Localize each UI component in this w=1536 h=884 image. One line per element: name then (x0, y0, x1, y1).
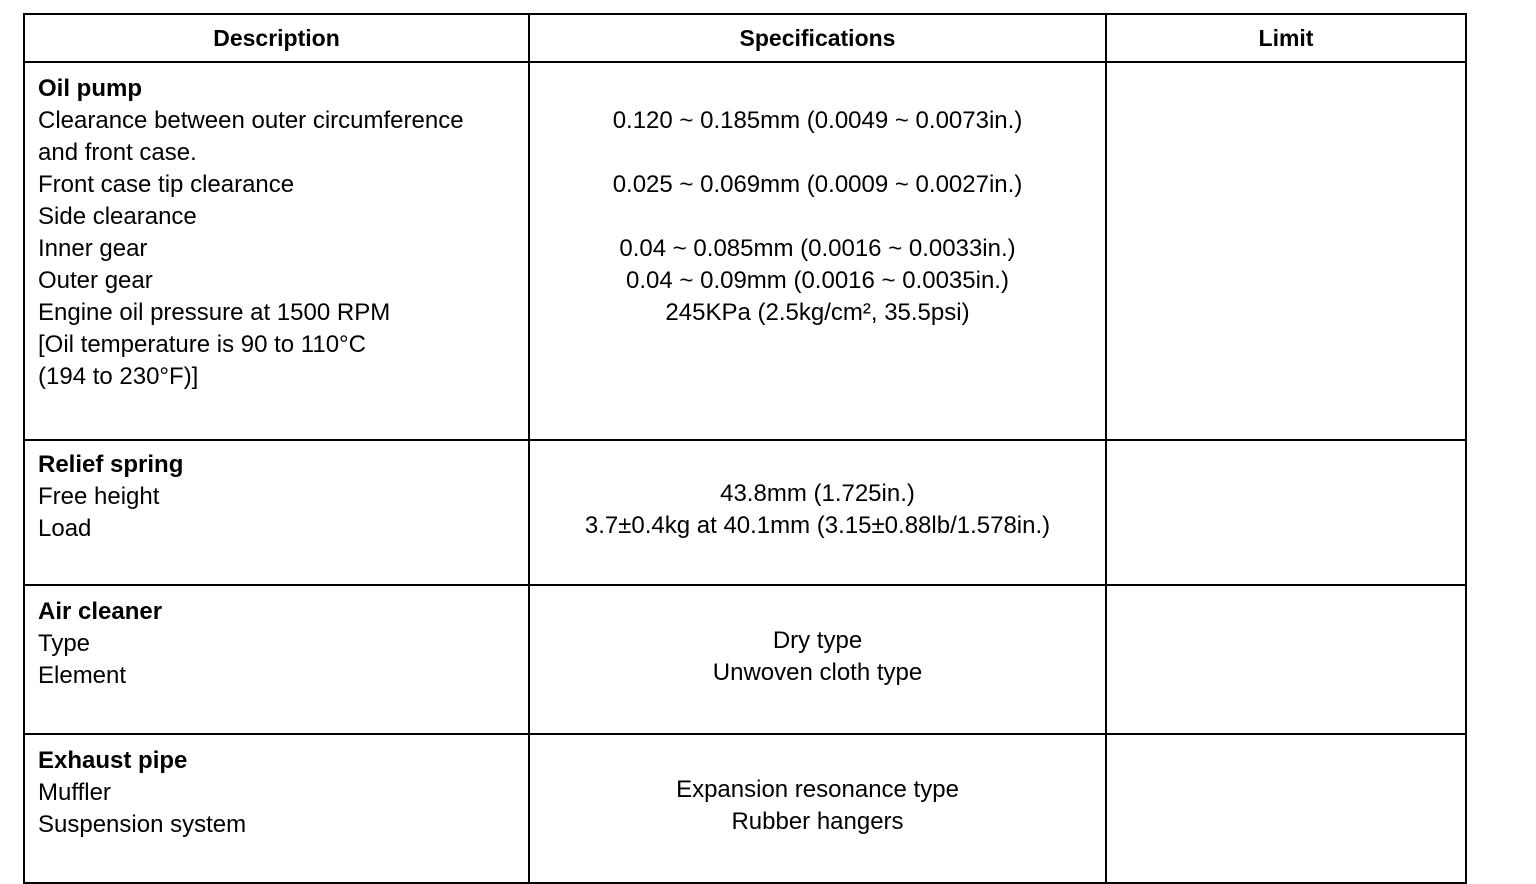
description-line: Load (38, 515, 92, 542)
description-cell (24, 440, 529, 585)
description-cell (24, 62, 529, 440)
group-title: Relief spring (38, 451, 184, 478)
description-line: Side clearance (38, 203, 197, 230)
specification-line: Dry type (772, 627, 863, 654)
specification-line: 3.7±0.4kg at 40.1mm (3.15±0.88lb/1.578in.) (584, 512, 1051, 539)
specification-table (23, 13, 1467, 884)
limit-cell (1106, 734, 1466, 883)
specification-line: Rubber hangers (731, 808, 904, 835)
specification-line (530, 201, 1105, 233)
header-row (24, 14, 1466, 62)
description-line: Inner gear (38, 235, 148, 262)
table-row-relief-spring (24, 440, 1466, 585)
specification-line: 0.025 ~ 0.069mm (0.0009 ~ 0.0027in.) (612, 171, 1023, 198)
description-line: Engine oil pressure at 1500 RPM (38, 299, 391, 326)
description-line: and front case. (38, 139, 197, 166)
table-row-air-cleaner (24, 585, 1466, 734)
specification-cell (529, 62, 1106, 440)
description-line: (194 to 230°F)] (38, 363, 199, 390)
specification-line: 0.120 ~ 0.185mm (0.0049 ~ 0.0073in.) (612, 107, 1023, 134)
limit-cell (1106, 440, 1466, 585)
group-title: Oil pump (38, 75, 142, 102)
description-line: [Oil temperature is 90 to 110°C (38, 331, 366, 358)
group-title: Air cleaner (38, 598, 163, 625)
specification-line: 43.8mm (1.725in.) (720, 480, 915, 507)
table-row-exhaust-pipe (24, 734, 1466, 883)
specification-line (530, 137, 1105, 169)
specification-line: Expansion resonance type (676, 776, 959, 803)
description-cell (24, 585, 529, 734)
description-cell (24, 734, 529, 883)
group-title: Exhaust pipe (38, 747, 188, 774)
description-line: Outer gear (38, 267, 153, 294)
description-line: Suspension system (38, 811, 247, 838)
header-description: Description (24, 14, 529, 62)
header-limit: Limit (1106, 14, 1466, 62)
description-line: Front case tip clearance (38, 171, 295, 198)
description-line: Clearance between outer circumference (38, 107, 464, 134)
specification-line: 245KPa (2.5kg/cm², 35.5psi) (665, 299, 970, 326)
description-line: Free height (38, 483, 160, 510)
specification-line: 0.04 ~ 0.09mm (0.0016 ~ 0.0035in.) (626, 267, 1009, 294)
description-line: Muffler (38, 779, 111, 806)
specification-cell (529, 585, 1106, 734)
table-row-oil-pump (24, 62, 1466, 440)
limit-cell (1106, 62, 1466, 440)
specification-cell (529, 734, 1106, 883)
limit-cell (1106, 585, 1466, 734)
description-line: Type (38, 630, 91, 657)
header-specifications: Specifications (529, 14, 1106, 62)
specification-cell (529, 440, 1106, 585)
description-line: Element (38, 662, 127, 689)
specification-line: 0.04 ~ 0.085mm (0.0016 ~ 0.0033in.) (619, 235, 1016, 262)
specification-line: Unwoven cloth type (712, 659, 923, 686)
